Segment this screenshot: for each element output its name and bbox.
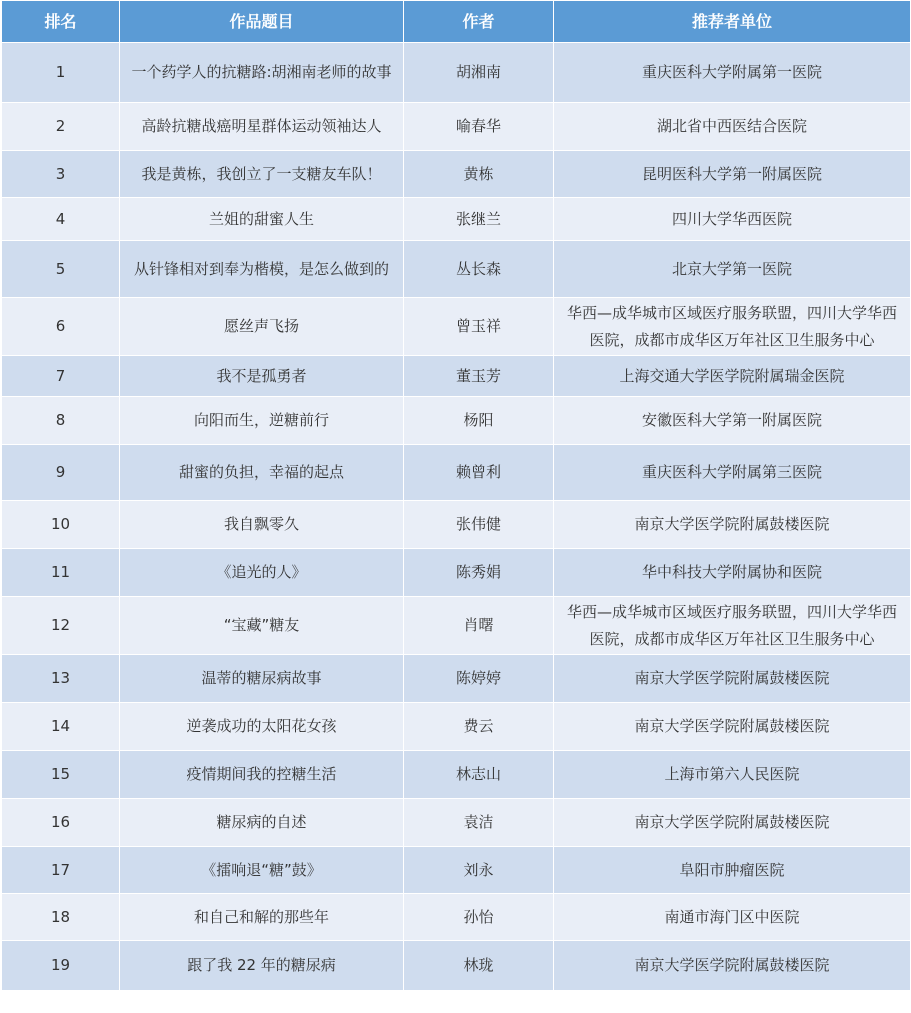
cell-rank: 15 [2, 751, 120, 799]
cell-unit: 重庆医科大学附属第三医院 [554, 445, 911, 501]
header-title: 作品题目 [120, 1, 404, 43]
cell-title: 和自己和解的那些年 [120, 894, 404, 941]
table-row [2, 597, 911, 655]
header-rank: 排名 [2, 1, 120, 43]
table-row [2, 198, 911, 241]
cell-unit: 南京大学医学院附属鼓楼医院 [554, 655, 911, 703]
cell-title: 向阳而生，逆糖前行 [120, 397, 404, 445]
cell-author: 曾玉祥 [404, 298, 554, 356]
cell-unit: 上海市第六人民医院 [554, 751, 911, 799]
cell-author: 袁洁 [404, 799, 554, 847]
cell-title: 逆袭成功的太阳花女孩 [120, 703, 404, 751]
cell-unit: 北京大学第一医院 [554, 241, 911, 298]
table-row [2, 356, 911, 397]
cell-unit: 南通市海门区中医院 [554, 894, 911, 941]
cell-author: 陈秀娟 [404, 549, 554, 597]
cell-author: 张继兰 [404, 198, 554, 241]
cell-title: 《擂响退“糖”鼓》 [120, 847, 404, 894]
cell-author: 喻春华 [404, 103, 554, 151]
cell-title: “宝藏”糖友 [120, 597, 404, 655]
cell-unit: 华西—成华城市区域医疗服务联盟，四川大学华西医院，成都市成华区万年社区卫生服务中心 [554, 298, 911, 356]
cell-unit: 安徽医科大学第一附属医院 [554, 397, 911, 445]
cell-rank: 2 [2, 103, 120, 151]
table-row [2, 445, 911, 501]
table-row [2, 549, 911, 597]
table-row [2, 397, 911, 445]
cell-title: 疫情期间我的控糖生活 [120, 751, 404, 799]
table-row [2, 241, 911, 298]
cell-rank: 3 [2, 151, 120, 198]
cell-rank: 6 [2, 298, 120, 356]
cell-title: 愿丝声飞扬 [120, 298, 404, 356]
cell-rank: 19 [2, 941, 120, 991]
cell-unit: 南京大学医学院附属鼓楼医院 [554, 501, 911, 549]
cell-rank: 9 [2, 445, 120, 501]
cell-unit: 重庆医科大学附属第一医院 [554, 43, 911, 103]
cell-rank: 12 [2, 597, 120, 655]
cell-unit: 阜阳市肿瘤医院 [554, 847, 911, 894]
cell-unit: 华中科技大学附属协和医院 [554, 549, 911, 597]
cell-author: 肖曙 [404, 597, 554, 655]
cell-title: 温蒂的糖尿病故事 [120, 655, 404, 703]
table-row [2, 501, 911, 549]
header-unit: 推荐者单位 [554, 1, 911, 43]
table-row [2, 43, 911, 103]
cell-title: 从针锋相对到奉为楷模，是怎么做到的 [120, 241, 404, 298]
cell-author: 费云 [404, 703, 554, 751]
table-row [2, 655, 911, 703]
cell-rank: 7 [2, 356, 120, 397]
table-row [2, 703, 911, 751]
cell-rank: 16 [2, 799, 120, 847]
cell-rank: 5 [2, 241, 120, 298]
cell-rank: 1 [2, 43, 120, 103]
cell-rank: 10 [2, 501, 120, 549]
cell-unit: 华西—成华城市区域医疗服务联盟，四川大学华西医院，成都市成华区万年社区卫生服务中心 [554, 597, 911, 655]
cell-author: 胡湘南 [404, 43, 554, 103]
table-header-row [2, 1, 911, 43]
table-row [2, 941, 911, 991]
cell-author: 陈婷婷 [404, 655, 554, 703]
cell-author: 孙怡 [404, 894, 554, 941]
cell-title: 《追光的人》 [120, 549, 404, 597]
table-row [2, 894, 911, 941]
table-row [2, 298, 911, 356]
cell-rank: 13 [2, 655, 120, 703]
cell-author: 丛长森 [404, 241, 554, 298]
cell-title: 我自飘零久 [120, 501, 404, 549]
ranking-table [1, 0, 911, 991]
cell-title: 一个药学人的抗糖路:胡湘南老师的故事 [120, 43, 404, 103]
table-row [2, 751, 911, 799]
cell-title: 甜蜜的负担，幸福的起点 [120, 445, 404, 501]
cell-author: 刘永 [404, 847, 554, 894]
cell-title: 糖尿病的自述 [120, 799, 404, 847]
cell-unit: 南京大学医学院附属鼓楼医院 [554, 703, 911, 751]
cell-author: 赖曾利 [404, 445, 554, 501]
cell-rank: 8 [2, 397, 120, 445]
cell-unit: 昆明医科大学第一附属医院 [554, 151, 911, 198]
cell-author: 张伟健 [404, 501, 554, 549]
table-row [2, 103, 911, 151]
cell-unit: 南京大学医学院附属鼓楼医院 [554, 799, 911, 847]
cell-rank: 17 [2, 847, 120, 894]
cell-rank: 18 [2, 894, 120, 941]
table-body [2, 43, 911, 991]
cell-author: 杨阳 [404, 397, 554, 445]
cell-title: 我不是孤勇者 [120, 356, 404, 397]
cell-unit: 湖北省中西医结合医院 [554, 103, 911, 151]
table-row [2, 847, 911, 894]
cell-author: 林志山 [404, 751, 554, 799]
cell-title: 高龄抗糖战癌明星群体运动领袖达人 [120, 103, 404, 151]
cell-author: 董玉芳 [404, 356, 554, 397]
cell-unit: 上海交通大学医学院附属瑞金医院 [554, 356, 911, 397]
cell-title: 兰姐的甜蜜人生 [120, 198, 404, 241]
cell-author: 林珑 [404, 941, 554, 991]
cell-unit: 四川大学华西医院 [554, 198, 911, 241]
cell-rank: 14 [2, 703, 120, 751]
table-row [2, 151, 911, 198]
cell-rank: 11 [2, 549, 120, 597]
cell-unit: 南京大学医学院附属鼓楼医院 [554, 941, 911, 991]
cell-rank: 4 [2, 198, 120, 241]
header-author: 作者 [404, 1, 554, 43]
table-row [2, 799, 911, 847]
cell-title: 我是黄栋，我创立了一支糖友车队！ [120, 151, 404, 198]
cell-author: 黄栋 [404, 151, 554, 198]
cell-title: 跟了我 22 年的糖尿病 [120, 941, 404, 991]
